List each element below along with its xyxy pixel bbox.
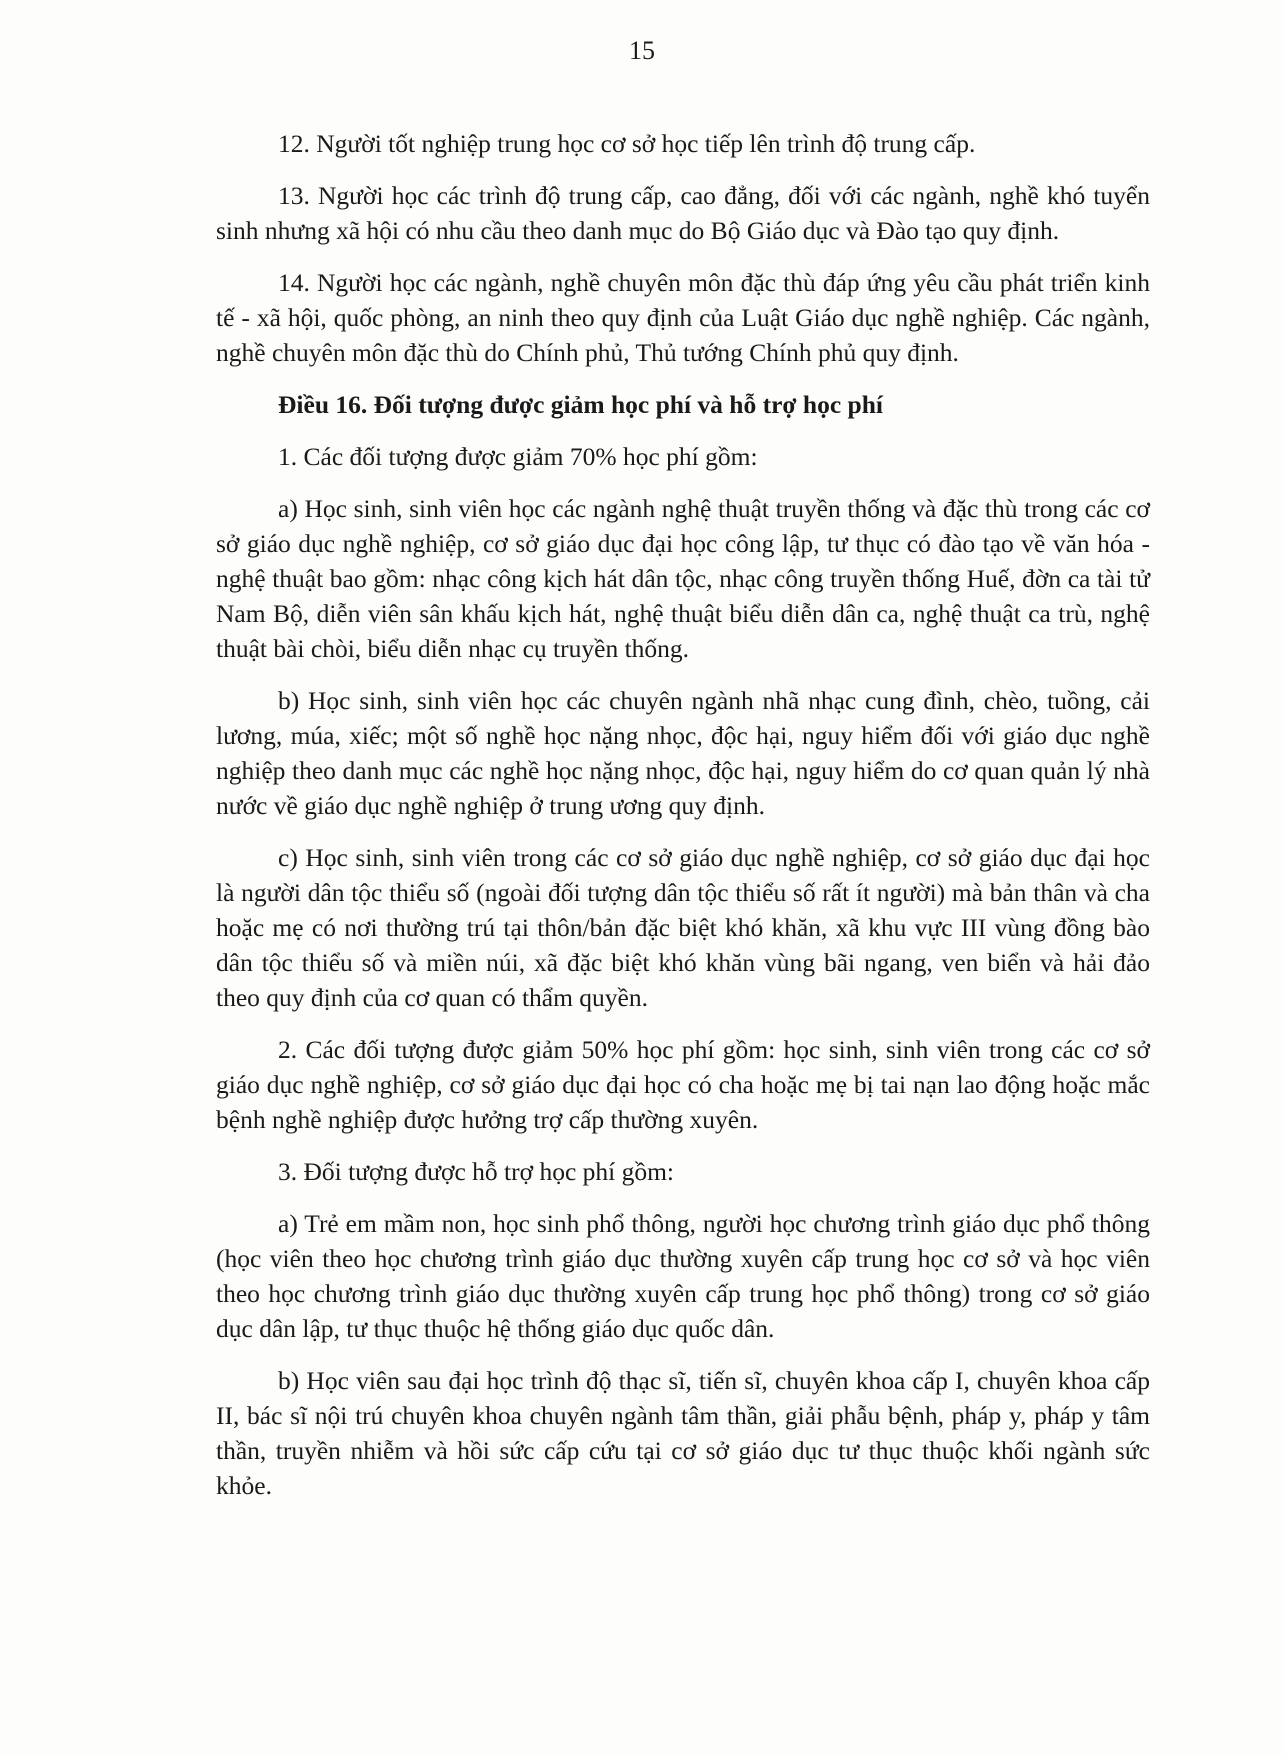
article-heading: Điều 16. Đối tượng được giảm học phí và hỗ trợ học phí <box>278 390 883 419</box>
page-number: 15 <box>629 36 655 65</box>
paragraph: 2. Các đối tượng được giảm 50% học phí gồm: học sinh, sinh viên trong các cơ sở giáo dục nghề nghiệp, cơ sở giáo dục đại học có cha hoặc mẹ bị tai nạn lao động hoặc mắc bệnh nghề nghiệp được hưởng trợ cấp thường xuyên. <box>216 1035 1150 1134</box>
paragraph: a) Trẻ em mầm non, học sinh phổ thông, người học chương trình giáo dục phổ thông (học viên theo học chương trình giáo dục thường xuyên cấp trung học cơ sở và học viên theo học chương trình giáo dục thường xuyên cấp trung học phổ thông) trong cơ sở giáo dục dân lập, tư thục thuộc hệ thống giáo dục quốc dân. <box>216 1209 1150 1343</box>
paragraph: 3. Đối tượng được hỗ trợ học phí gồm: <box>278 1157 675 1186</box>
paragraph: 13. Người học các trình độ trung cấp, cao đẳng, đối với các ngành, nghề khó tuyển sinh nhưng xã hội có nhu cầu theo danh mục do Bộ Giáo dục và Đào tạo quy định. <box>216 181 1150 245</box>
paragraph: b) Học viên sau đại học trình độ thạc sĩ, tiến sĩ, chuyên khoa cấp I, chuyên khoa cấp II, bác sĩ nội trú chuyên khoa chuyên ngành tâm thần, giải phẫu bệnh, pháp y, pháp y tâm thần, truyền nhiễm và hồi sức cấp cứu tại cơ sở giáo dục tư thục thuộc khối ngành sức khỏe. <box>216 1366 1150 1500</box>
paragraph: 1. Các đối tượng được giảm 70% học phí gồm: <box>278 442 758 471</box>
document-body <box>216 126 1150 1520</box>
paragraph: 12. Người tốt nghiệp trung học cơ sở học tiếp lên trình độ trung cấp. <box>278 129 976 158</box>
paragraph: c) Học sinh, sinh viên trong các cơ sở giáo dục nghề nghiệp, cơ sở giáo dục đại học là người dân tộc thiểu số (ngoài đối tượng dân tộc thiểu số rất ít người) mà bản thân và cha hoặc mẹ có nơi thường trú tại thôn/bản đặc biệt khó khăn, xã khu vực III vùng đồng bào dân tộc thiểu số và miền núi, xã đặc biệt khó khăn vùng bãi ngang, ven biển và hải đảo theo quy định của cơ quan có thẩm quyền. <box>216 843 1150 1012</box>
paragraph: b) Học sinh, sinh viên học các chuyên ngành nhã nhạc cung đình, chèo, tuồng, cải lương, múa, xiếc; một số nghề học nặng nhọc, độc hại, nguy hiểm đối với giáo dục nghề nghiệp theo danh mục các nghề học nặng nhọc, độc hại, nguy hiểm do cơ quan quản lý nhà nước về giáo dục nghề nghiệp ở trung ương quy định. <box>216 686 1150 820</box>
paragraph: 14. Người học các ngành, nghề chuyên môn đặc thù đáp ứng yêu cầu phát triển kinh tế - xã hội, quốc phòng, an ninh theo quy định của Luật Giáo dục nghề nghiệp. Các ngành, nghề chuyên môn đặc thù do Chính phủ, Thủ tướng Chính phủ quy định. <box>216 268 1150 367</box>
paragraph: a) Học sinh, sinh viên học các ngành nghệ thuật truyền thống và đặc thù trong các cơ sở giáo dục nghề nghiệp, cơ sở giáo dục đại học công lập, tư thục có đào tạo về văn hóa - nghệ thuật bao gồm: nhạc công kịch hát dân tộc, nhạc công truyền thống Huế, đờn ca tài tử Nam Bộ, diễn viên sân khấu kịch hát, nghệ thuật biểu diễn dân ca, nghệ thuật ca trù, nghệ thuật bài chòi, biểu diễn nhạc cụ truyền thống. <box>216 494 1150 663</box>
